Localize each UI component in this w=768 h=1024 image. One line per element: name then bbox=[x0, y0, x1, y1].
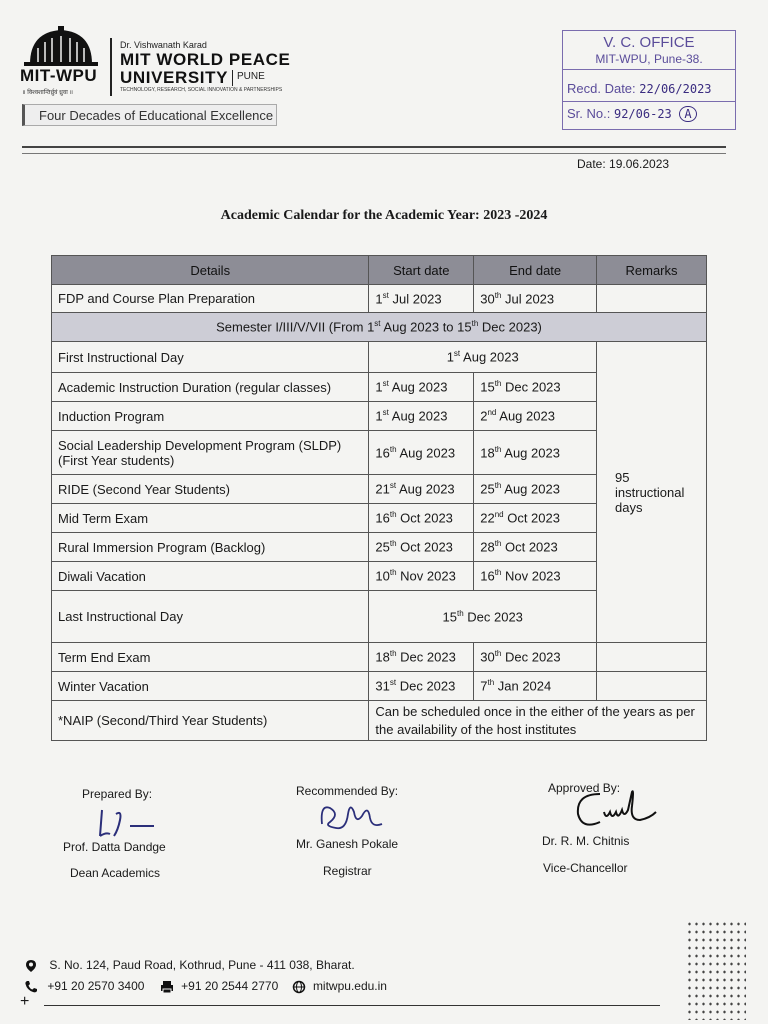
university-name-line2: UNIVERSITY bbox=[120, 68, 229, 87]
website-link[interactable]: mitwpu.edu.in bbox=[312, 979, 387, 993]
footer-address bbox=[24, 958, 355, 973]
row-date: 15th Dec 2023 bbox=[369, 591, 597, 643]
row-end: 15th Dec 2023 bbox=[474, 373, 597, 402]
row-detail: Rural Immersion Program (Backlog) bbox=[52, 533, 369, 562]
row-start: 1st Jul 2023 bbox=[369, 285, 474, 313]
stamp-recd-row bbox=[567, 81, 712, 96]
table-row bbox=[52, 672, 707, 701]
row-start: 10th Nov 2023 bbox=[369, 562, 474, 591]
row-start: 18th Dec 2023 bbox=[369, 643, 474, 672]
semester-row bbox=[52, 313, 707, 342]
phone-number: +91 20 2570 3400 bbox=[47, 979, 145, 993]
stamp-sr-label: Sr. No.: bbox=[567, 106, 611, 121]
row-end: 28th Oct 2023 bbox=[474, 533, 597, 562]
stamp-place: MIT-WPU, Pune-38. bbox=[595, 52, 703, 66]
row-remark bbox=[597, 672, 707, 701]
dome-logo-icon bbox=[22, 26, 100, 66]
fax-number: +91 20 2544 2770 bbox=[181, 979, 279, 993]
crosshair-mark: + bbox=[20, 993, 30, 1010]
row-detail: Diwali Vacation bbox=[52, 562, 369, 591]
row-detail: Winter Vacation bbox=[52, 672, 369, 701]
table-row bbox=[52, 701, 707, 741]
header-details: Details bbox=[52, 256, 369, 285]
stamp-recd-label: Recd. Date: bbox=[567, 81, 636, 96]
prepared-by-label: Prepared By: bbox=[82, 787, 153, 801]
excellence-banner: Four Decades of Educational Excellence bbox=[22, 104, 277, 126]
semester-label: Semester I/III/V/VII (From 1st Aug 2023 to 15th Dec 2023) bbox=[52, 313, 707, 342]
stamp-recd-value: 22/06/2023 bbox=[639, 82, 712, 96]
row-start: 31st Dec 2023 bbox=[369, 672, 474, 701]
table-row bbox=[52, 285, 707, 313]
globe-icon bbox=[292, 980, 306, 994]
approved-signature-icon bbox=[570, 786, 660, 832]
university-name-line1: MIT WORLD PEACE bbox=[120, 50, 291, 69]
row-detail: Term End Exam bbox=[52, 643, 369, 672]
approved-by-name: Dr. R. M. Chitnis bbox=[542, 834, 630, 848]
row-detail: First Instructional Day bbox=[52, 342, 369, 373]
prepared-by-name: Prof. Datta Dandge bbox=[63, 840, 166, 854]
location-pin-icon bbox=[24, 959, 38, 973]
document-title: Academic Calendar for the Academic Year: 2023 -2024 bbox=[220, 208, 548, 223]
header-rule bbox=[22, 146, 726, 154]
row-detail: RIDE (Second Year Students) bbox=[52, 475, 369, 504]
row-detail: Social Leadership Development Program (SLDP) (First Year students) bbox=[52, 431, 369, 475]
row-detail: Last Instructional Day bbox=[52, 591, 369, 643]
stamp-sr-value: 92/06-23 bbox=[613, 107, 672, 121]
row-end: 7th Jan 2024 bbox=[474, 672, 597, 701]
academic-calendar-table bbox=[51, 255, 707, 741]
header-start-date: Start date bbox=[369, 256, 474, 285]
table-row bbox=[52, 643, 707, 672]
stamp-divider bbox=[563, 69, 735, 70]
university-tagline: TECHNOLOGY, RESEARCH, SOCIAL INNOVATION & PARTNERSHIPS bbox=[120, 87, 283, 93]
logo-tagline: ॥ विश्वशान्तिर्ध्रुवं ध्रुवा ॥ bbox=[22, 90, 74, 96]
recommended-by-role: Registrar bbox=[323, 864, 372, 878]
recommended-by-name: Mr. Ganesh Pokale bbox=[296, 837, 399, 851]
decorative-dot-pattern bbox=[686, 920, 746, 1020]
prepared-by-role: Dean Academics bbox=[70, 866, 161, 880]
fax-icon bbox=[160, 980, 174, 994]
row-detail: FDP and Course Plan Preparation bbox=[52, 285, 369, 313]
table-header-row bbox=[52, 256, 707, 285]
row-date: 1st Aug 2023 bbox=[369, 342, 597, 373]
row-end: 18th Aug 2023 bbox=[474, 431, 597, 475]
address-text: S. No. 124, Paud Road, Kothrud, Pune - 411 038, Bharat. bbox=[49, 958, 355, 972]
vc-office-stamp bbox=[562, 30, 736, 130]
row-remark bbox=[597, 643, 707, 672]
stamp-sr-row bbox=[567, 106, 697, 121]
university-city: PUNE bbox=[237, 71, 265, 82]
header-divider bbox=[110, 38, 112, 96]
row-end: 16th Nov 2023 bbox=[474, 562, 597, 591]
table-row bbox=[52, 342, 707, 373]
prepared-signature-icon bbox=[96, 806, 160, 840]
row-detail: Mid Term Exam bbox=[52, 504, 369, 533]
row-start: 16th Oct 2023 bbox=[369, 504, 474, 533]
header-end-date: End date bbox=[474, 256, 597, 285]
row-start: 16th Aug 2023 bbox=[369, 431, 474, 475]
approved-by-label: Approved By: bbox=[548, 781, 621, 795]
recommended-signature-icon bbox=[316, 794, 386, 838]
city-divider bbox=[232, 70, 233, 86]
row-detail: Induction Program bbox=[52, 402, 369, 431]
row-remark bbox=[597, 285, 707, 313]
row-note: Can be scheduled once in the either of the years as per the availability of the host institutes bbox=[369, 701, 707, 741]
row-end: 30th Dec 2023 bbox=[474, 643, 597, 672]
logo-wordmark: MIT-WPU bbox=[20, 66, 98, 85]
row-end: 25th Aug 2023 bbox=[474, 475, 597, 504]
stamp-sr-mark: A bbox=[679, 106, 696, 122]
founder-name: Dr. Vishwanath Karad bbox=[120, 40, 207, 50]
row-start: 25th Oct 2023 bbox=[369, 533, 474, 562]
row-start: 1st Aug 2023 bbox=[369, 373, 474, 402]
row-detail: *NAIP (Second/Third Year Students) bbox=[52, 701, 369, 741]
footer-rule bbox=[44, 1005, 660, 1006]
stamp-office: V. C. OFFICE bbox=[603, 34, 695, 51]
row-start: 21st Aug 2023 bbox=[369, 475, 474, 504]
row-detail: Academic Instruction Duration (regular classes) bbox=[52, 373, 369, 402]
row-start: 1st Aug 2023 bbox=[369, 402, 474, 431]
row-end: 2nd Aug 2023 bbox=[474, 402, 597, 431]
header-remarks: Remarks bbox=[597, 256, 707, 285]
approved-by-role: Vice-Chancellor bbox=[543, 861, 628, 875]
remark-instructional-days: 95 instructional days bbox=[597, 342, 707, 643]
phone-icon bbox=[24, 980, 38, 994]
stamp-divider bbox=[563, 101, 735, 102]
document-date: Date: 19.06.2023 bbox=[577, 157, 670, 171]
footer-contacts bbox=[24, 979, 387, 994]
row-end: 30th Jul 2023 bbox=[474, 285, 597, 313]
row-end: 22nd Oct 2023 bbox=[474, 504, 597, 533]
recommended-by-label: Recommended By: bbox=[296, 784, 399, 798]
